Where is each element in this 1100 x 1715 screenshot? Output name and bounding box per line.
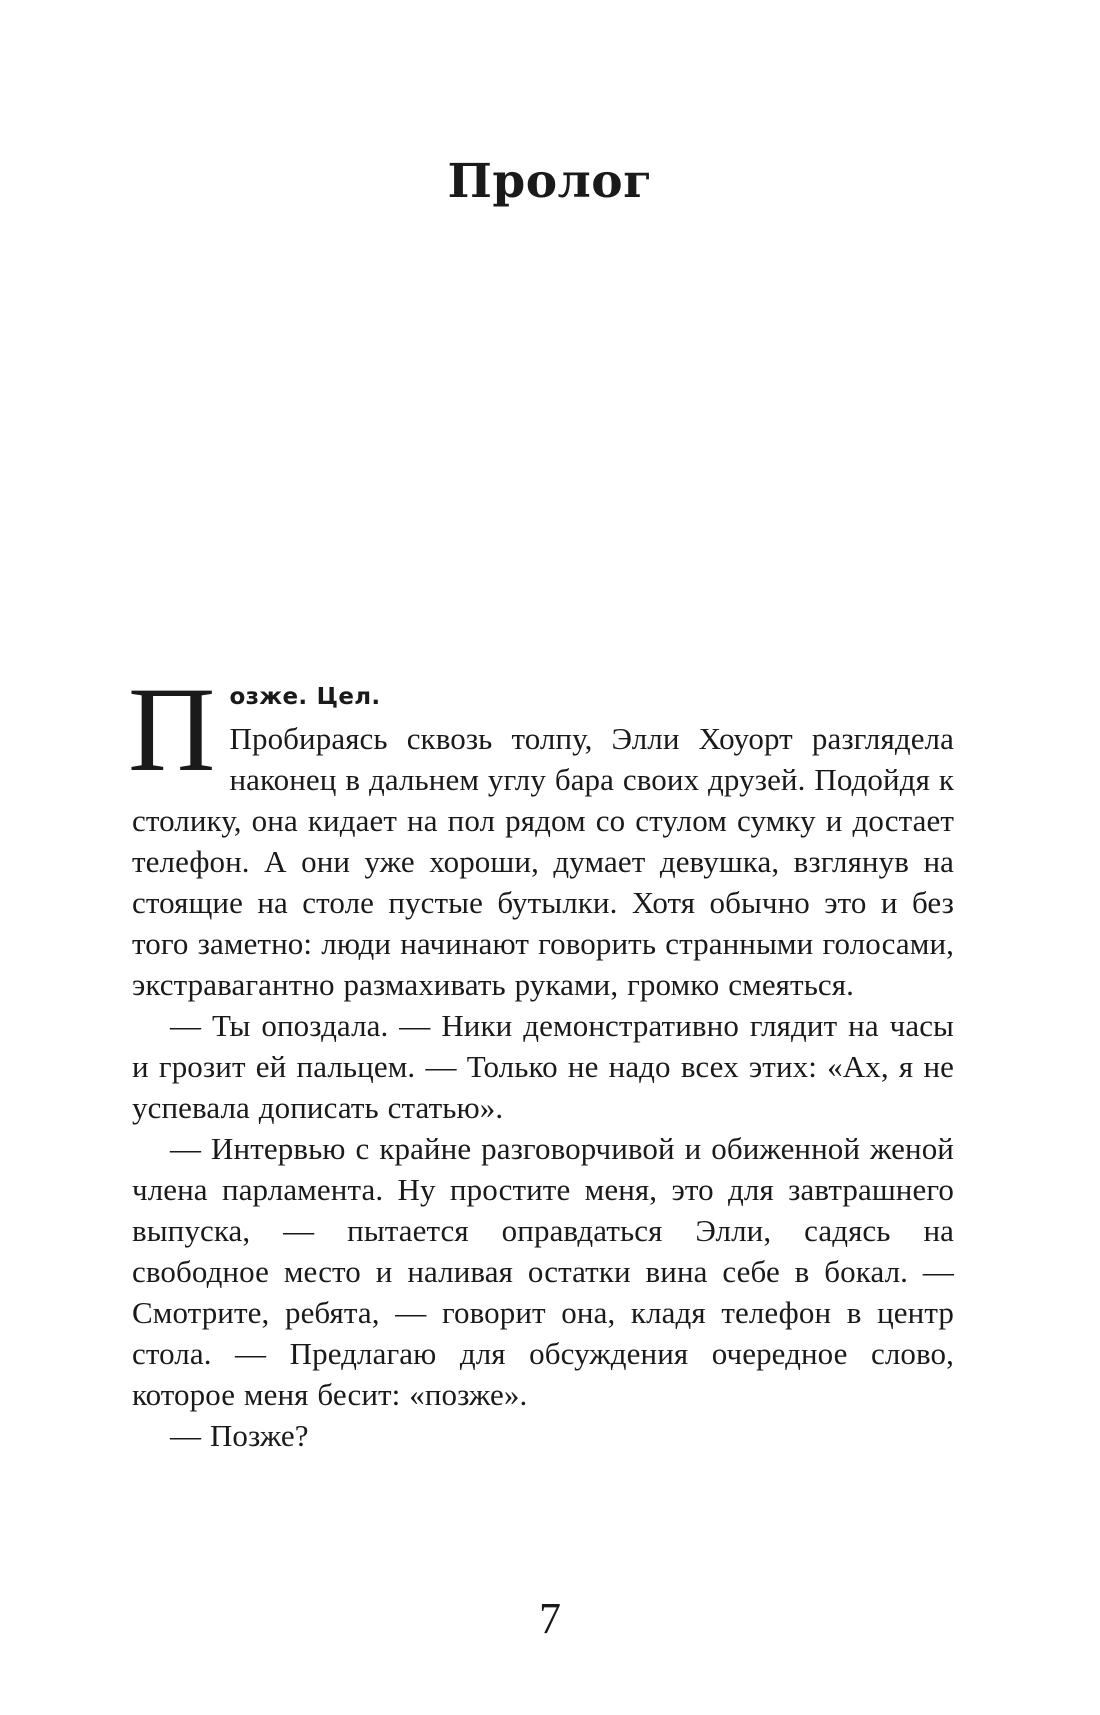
lead-in: озже. Цел. [229, 684, 381, 710]
paragraph-4: — Позже? [170, 1418, 309, 1453]
chapter-title: Пролог [447, 154, 653, 209]
paragraph-1: Пробираясь сквозь толпу, Элли Хоуорт разглядела наконец в дальнем углу бара своих друзей. Подойдя к столику, она кидает на пол рядом со стулом сумку и достает телефон. А они уже хороши, думает девушка, взглянув на стоящие на столе пустые бутылки. Хотя обычно это и без того заметно: люди начинают говорить странными голосами, экстравагантно размахивать руками, громко смеяться. [132, 721, 954, 1002]
paragraph-3: — Интервью с крайне разговорчивой и обиженной женой члена парламента. Ну простите меня, это для завтрашнего выпуска, — пытается оправдаться Элли, садясь на свободное место и наливая остатки вина себе в бокал. — Смотрите, ребята, — говорит она, кладя телефон в центр стола. — Предлагаю для обсуждения очередное слово, которое меня бесит: «позже». [132, 1131, 954, 1412]
chapter-body [128, 663, 954, 1456]
page-number: 7 [539, 1594, 561, 1643]
paragraph-2: — Ты опоздала. — Ники демонстративно глядит на часы и грозит ей пальцем. — Только не надо всех этих: «Ах, я не успевала дописать статью». [132, 1008, 954, 1125]
drop-cap: П [128, 663, 216, 797]
